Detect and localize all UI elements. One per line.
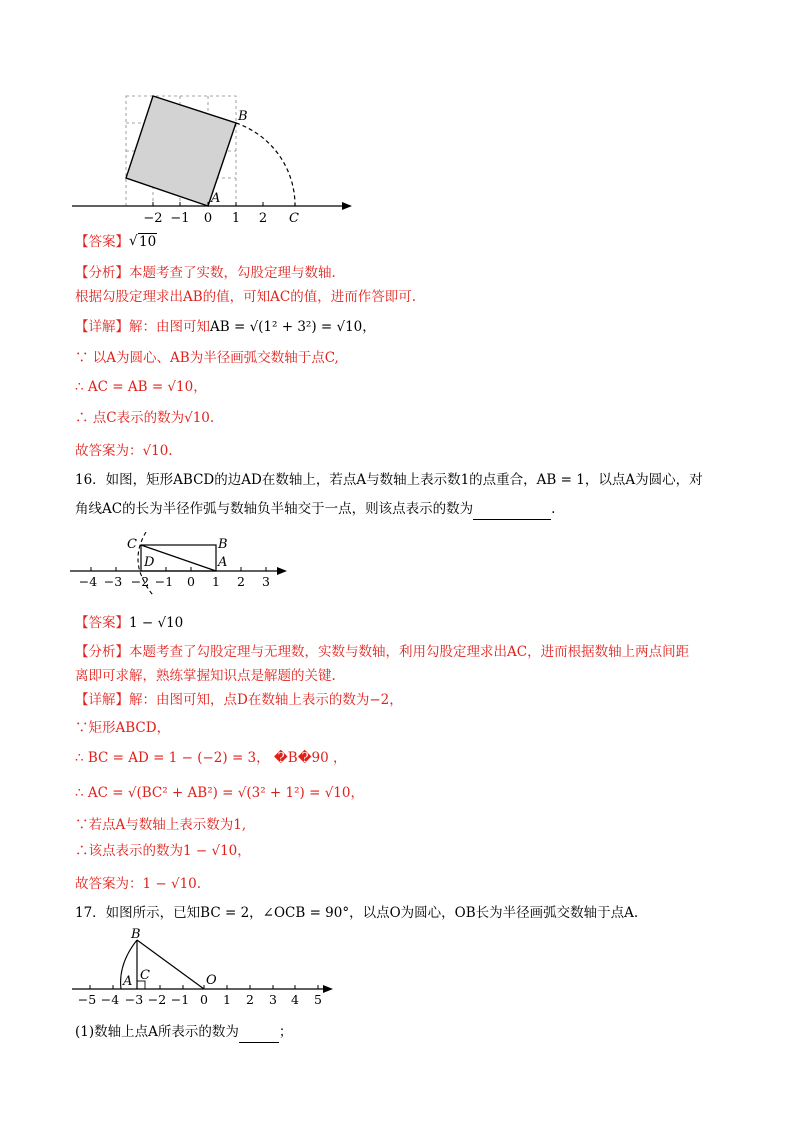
- point-label-a: A: [218, 555, 228, 570]
- detail-text: 解：由图可知: [129, 319, 210, 335]
- point-label-d: D: [144, 555, 155, 570]
- q16-detail: [75, 690, 403, 710]
- analysis-tag: 【分析】: [75, 644, 129, 660]
- analysis-text: 本题考查了实数，勾股定理与数轴.: [129, 265, 336, 281]
- tick-label: 0: [187, 574, 195, 589]
- q15-step4: ∴ 点C表示的数为√10.: [75, 410, 215, 426]
- q16-stem-line1: 16．如图，矩形ABCD的边AD在数轴上，若点A与数轴上表示数1的点重合，AB = 1，以点A为圆心，对: [75, 472, 703, 488]
- q15-step2: ∵ 以A为圆心、AB为半径画弧交数轴于点C,: [75, 350, 339, 366]
- q15-analysis: [75, 263, 336, 283]
- tick-label: −2: [147, 992, 167, 1007]
- tick-label: −1: [154, 574, 174, 589]
- detail-tag: 【详解】: [75, 692, 129, 708]
- tick-label: 2: [237, 574, 245, 589]
- point-label-b: B: [218, 537, 228, 552]
- sub-question-text: (1)数轴上点A所表示的数为: [75, 1024, 239, 1040]
- tick-label: 2: [246, 992, 254, 1007]
- figure-rectangle-number-line: [68, 532, 293, 596]
- tick-label: −2: [143, 211, 163, 225]
- point-label-o: O: [206, 973, 217, 988]
- shaded-square: [126, 96, 236, 206]
- q16-step2: ∵矩形ABCD，: [75, 720, 171, 736]
- tick-label: 4: [291, 992, 299, 1007]
- tick-label: −2: [130, 574, 150, 589]
- answer-blank: [239, 1022, 279, 1043]
- q16-answer: [75, 613, 183, 633]
- tick-label: −1: [170, 992, 190, 1007]
- q15-step3: ∴ AC = AB = √10，: [75, 379, 207, 395]
- q16-analysis-line2: 离即可求解，熟练掌握知识点是解题的关键.: [75, 668, 336, 684]
- point-label-c: C: [140, 968, 150, 983]
- q17-sub1: [75, 1022, 292, 1043]
- sub-question-end: ；: [278, 1024, 293, 1040]
- answer-tag: 【答案】: [75, 615, 129, 631]
- tick-label: 1: [212, 574, 220, 589]
- answer-tag: 【答案】: [75, 234, 129, 250]
- point-label-b: B: [131, 928, 141, 942]
- tick-label: 1: [231, 211, 241, 225]
- tick-label: −5: [77, 992, 97, 1007]
- q16-final: 故答案为：1 − √10.: [75, 876, 202, 892]
- q15-answer: [75, 232, 157, 252]
- tick-label: −3: [103, 574, 123, 589]
- detail-text: 解：由图可知，点D在数轴上表示的数为−2，: [129, 692, 403, 708]
- axis-arrow: [342, 202, 352, 210]
- tick-label: 3: [262, 574, 270, 589]
- tick-label: 5: [314, 992, 322, 1007]
- q16-step3: ∴ BC = AD = 1 − (−2) = 3， �B�90 ，: [75, 750, 347, 766]
- q15-final: 故答案为：√10.: [75, 443, 173, 459]
- answer-blank: [473, 499, 551, 520]
- detail-tag: 【详解】: [75, 319, 129, 335]
- tick-label: 1: [223, 992, 231, 1007]
- analysis-text: 本题考查了勾股定理与无理数，实数与数轴，利用勾股定理求出AC，进而根据数轴上两点间距: [129, 644, 690, 660]
- axis-arrow: [323, 985, 333, 993]
- point-label-b: B: [238, 109, 248, 124]
- tick-label: 2: [258, 211, 268, 225]
- tick-label: −4: [78, 574, 98, 589]
- detail-equation: AB = √(1² + 3²) = √10，: [210, 319, 376, 335]
- dashed-arc: [236, 123, 295, 206]
- tick-label: −3: [124, 992, 144, 1007]
- stem-text: 角线AC的长为半径作弧与数轴负半轴交于一点，则该点表示的数为: [75, 501, 474, 517]
- point-label-a: A: [211, 191, 221, 206]
- tick-label: −4: [100, 992, 120, 1007]
- point-label-c: C: [127, 537, 137, 552]
- q16-analysis: [75, 642, 689, 662]
- tick-label: −1: [170, 211, 190, 225]
- tick-label: 0: [200, 992, 208, 1007]
- q15-analysis-line2: 根据勾股定理求出AB的值，可知AC的值，进而作答即可.: [75, 289, 417, 305]
- analysis-tag: 【分析】: [75, 265, 129, 281]
- tick-label: 3: [269, 992, 277, 1007]
- figure-triangle-number-line: [70, 928, 340, 1008]
- q17-stem: 17．如图所示，已知BC = 2，∠OCB = 90°，以点O为圆心，OB长为半径画弧交数轴于点A.: [75, 905, 639, 921]
- q15-detail: [75, 317, 376, 337]
- tick-label: 0: [203, 211, 213, 225]
- axis-arrow: [277, 567, 287, 575]
- q16-step5: ∵若点A与数轴上表示数为1,: [75, 817, 247, 833]
- point-label-c: C: [289, 211, 299, 225]
- point-label-a: A: [123, 974, 133, 989]
- q16-step4: ∴ AC = √(BC² + AB²) = √(3² + 1²) = √10，: [75, 785, 364, 801]
- answer-value: 10: [139, 234, 157, 250]
- q16-step6: ∴该点表示的数为1 − √10，: [75, 843, 251, 859]
- figure-square-number-line: [60, 85, 360, 225]
- q16-stem-line2: 角线AC的长为半径作弧与数轴负半轴交于一点，则该点表示的数为 .: [75, 499, 555, 520]
- answer-value: 1 − √10: [129, 615, 184, 631]
